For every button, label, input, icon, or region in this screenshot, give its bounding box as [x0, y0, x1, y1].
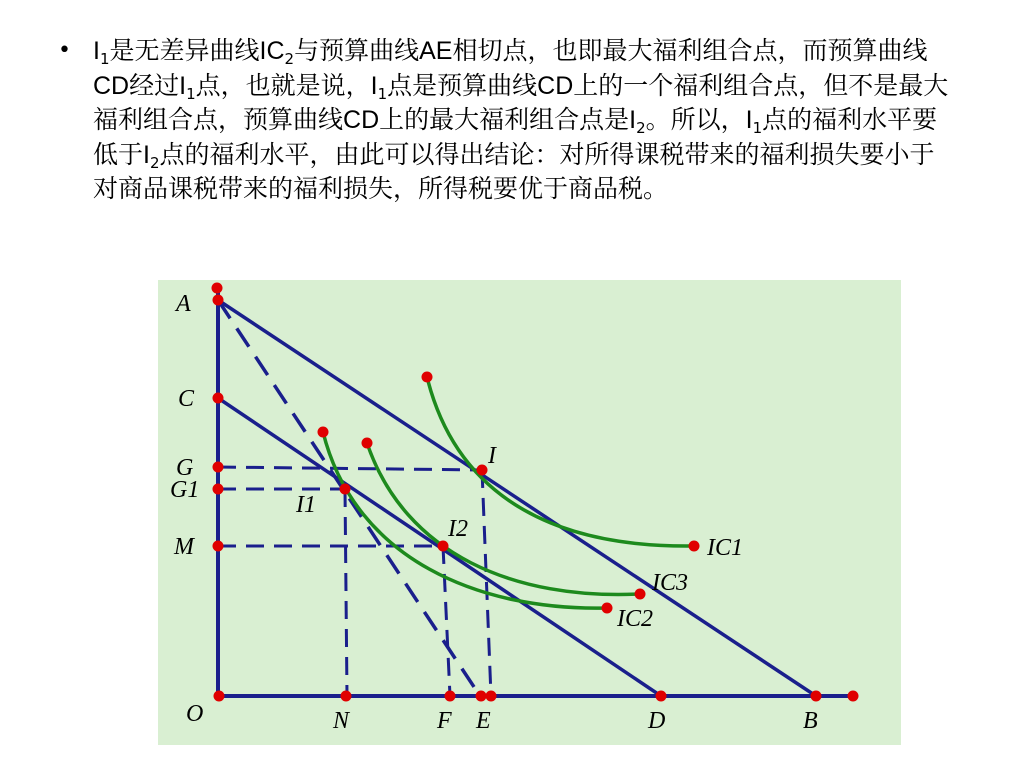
label-i1: I1 [296, 492, 316, 518]
point-axis-top [212, 283, 223, 294]
text-segment: AE [419, 37, 453, 65]
label-a: A [176, 291, 191, 317]
point-i1 [340, 484, 351, 495]
subscript: 1 [186, 84, 196, 103]
text-segment: 点的福利水平，由此可以得出结论：对所得课税带来的福利损失要小于对商品课税带来的福利损失，所得税要优于商品税。 [93, 139, 935, 203]
point-i [477, 465, 488, 476]
text-segment: IC [259, 37, 285, 65]
subscript: 1 [752, 119, 763, 137]
text-segment: 是无差异曲线 [109, 36, 260, 65]
point-n [341, 691, 352, 702]
label-f: F [437, 708, 452, 734]
text-segment: 上的最大福利组合点是 [379, 105, 630, 134]
text-segment: CD [537, 71, 574, 100]
text-segment: 上的一个福利组合点，但不是最大福利组合点，预算曲线 [93, 70, 949, 134]
label-ic2: IC2 [617, 606, 653, 632]
label-b: B [803, 708, 818, 734]
point-axis-end [848, 691, 859, 702]
text-segment: I [143, 140, 150, 169]
text-segment: 与预算曲线 [294, 36, 420, 65]
subscript: 1 [377, 84, 388, 103]
subscript: 2 [149, 153, 160, 172]
point-e-dashed [476, 691, 487, 702]
point-ic2-end [602, 603, 613, 614]
text-segment: I [745, 106, 753, 134]
label-g1: G1 [170, 477, 200, 503]
text-segment: 点是预算曲线 [387, 70, 538, 100]
text-segment: I [179, 71, 187, 100]
label-i2: I2 [448, 516, 468, 542]
label-m: M [174, 534, 194, 560]
text-segment: 经过 [129, 70, 180, 100]
text-segment: 相切点，也即最大福利组合点，而预算曲线 [452, 36, 928, 65]
text-segment: CD [343, 106, 380, 134]
bullet: • [58, 38, 71, 63]
subscript: 2 [636, 119, 646, 137]
point-f [445, 691, 456, 702]
point-m [213, 541, 224, 552]
text-segment: CD [93, 71, 130, 100]
text-segment: 点的福利水平要低于 [93, 105, 938, 169]
text-segment: I [629, 106, 637, 134]
label-c: C [178, 386, 195, 412]
label-ic3: IC3 [652, 570, 688, 596]
point-i2 [438, 541, 449, 552]
point-ic1-start [422, 372, 433, 383]
point-o [214, 691, 225, 702]
point-a [213, 295, 224, 306]
point-g1 [213, 484, 224, 495]
text-segment: 。所以， [645, 105, 746, 134]
text-segment: 点，也就是说， [195, 70, 371, 100]
point-b [811, 691, 822, 702]
point-ic3-start [362, 438, 373, 449]
label-n: N [333, 708, 350, 734]
point-ic1-end [689, 541, 700, 552]
point-c [213, 393, 224, 404]
point-g [213, 462, 224, 473]
subscript: 2 [284, 50, 295, 68]
subscript: 1 [99, 50, 110, 68]
label-i: I [488, 443, 496, 469]
text-segment: I [370, 71, 378, 100]
point-d [656, 691, 667, 702]
label-e: E [476, 708, 491, 734]
point-e [486, 691, 497, 702]
point-ic2-start [318, 427, 329, 438]
label-o: O [186, 701, 204, 727]
label-g: G [176, 455, 194, 481]
label-ic1: IC1 [707, 535, 743, 561]
text-segment: I [93, 37, 100, 65]
point-ic3-end [635, 589, 646, 600]
label-d: D [648, 708, 666, 734]
